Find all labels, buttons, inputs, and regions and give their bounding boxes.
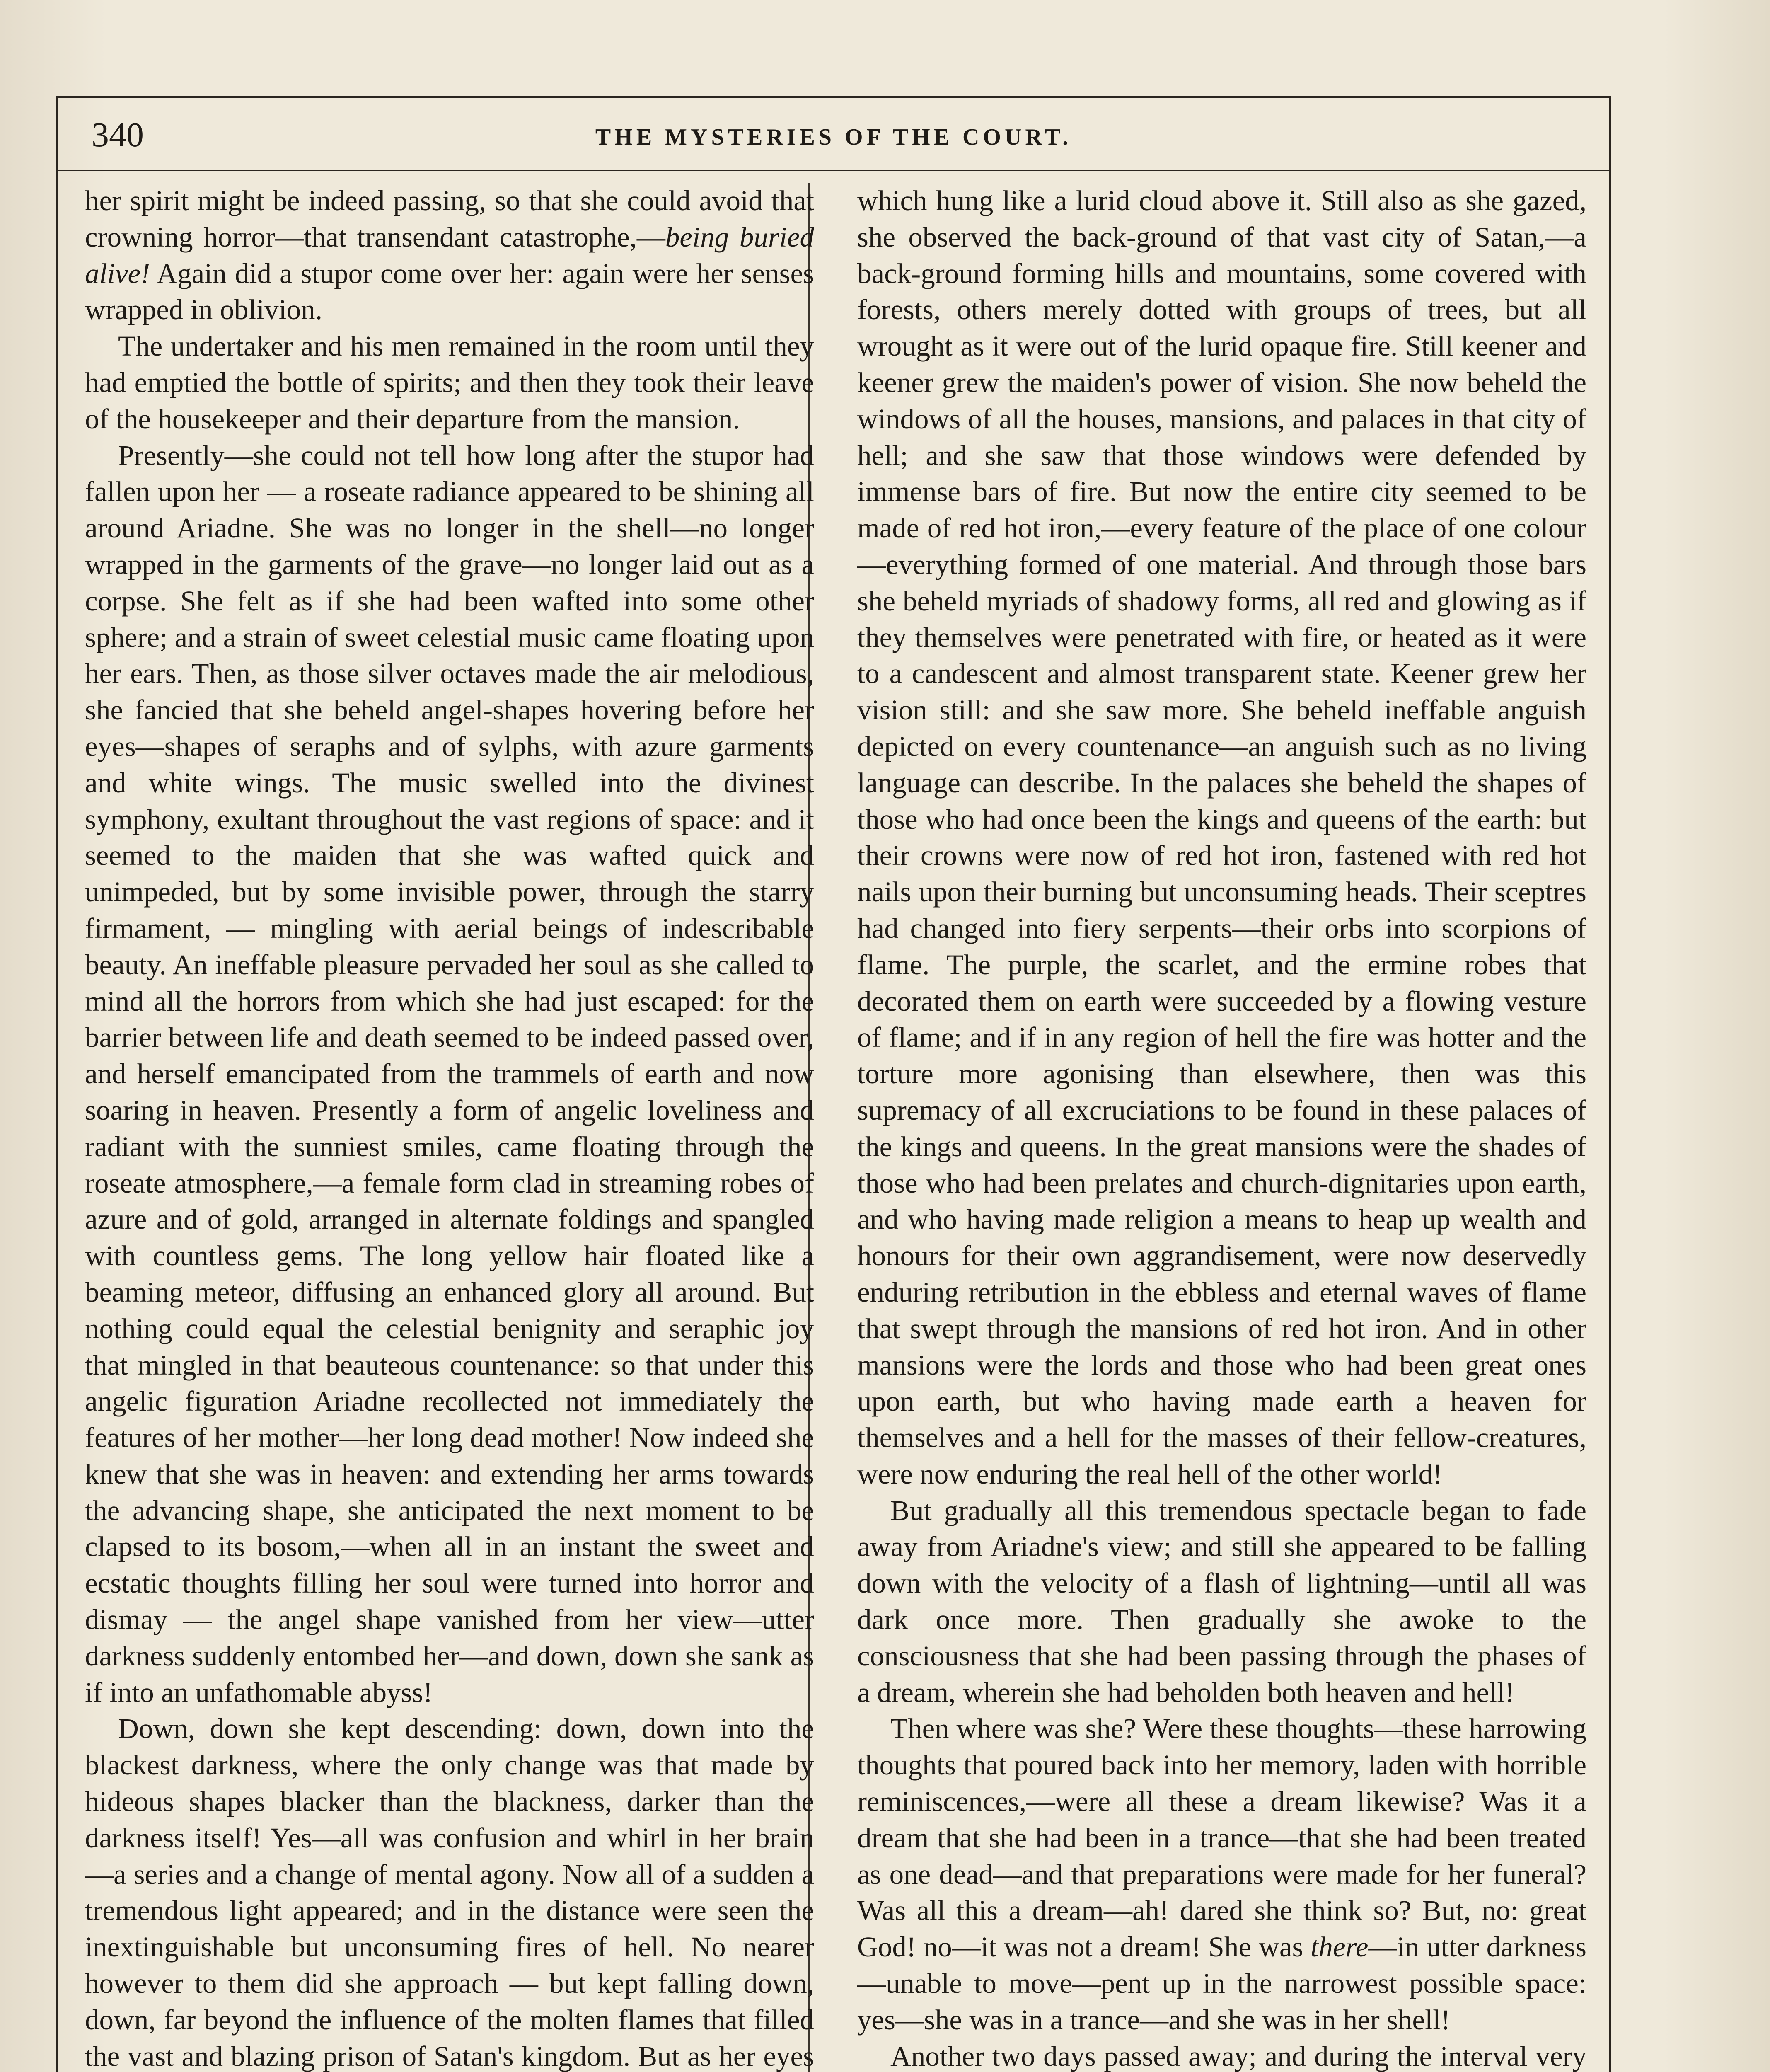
paragraph: Another two days passed away; and during the interval very [890, 2040, 1586, 2072]
paragraph: But gradually all this tremendous spectacle began to fade away from Ariadne's view; and still she appeared to be falling down with the velocity of a flash of lightning—until all was dark once more. Then gradually she awoke to the consciousness that she had been passing through the phases of a dream, wherein she had beholden both heaven and hell! [857, 1494, 1586, 1708]
text-columns [85, 183, 1586, 2072]
paragraph: which hung like a lurid cloud above it. Still also as she gazed, she observed the back-ground of that vast city of Satan,—a back-ground forming hills and mountains, some covered with forests, others merely dotted with groups of trees, but all wrought as it were out of the lurid opaque fire. Still keener and keener grew the maiden's power of vision. She now beheld the windows of all the houses, mansions, and palaces in that city of hell; and she saw that those windows were defended by immense bars of fire. But now the entire city seemed to be made of red hot iron,—every feature of the place of one colour—everything formed of one material. And through those bars she beheld myriads of shadowy forms, all red and glowing as if they themselves were penetrated with fire, or heated as it were to a candescent and almost transparent state. Keener grew her vision still: and she saw more. She beheld ineffable anguish depicted on every countenance—an anguish such as no living language can describe. In the palaces she beheld the shapes of those who had once been the kings and queens of the earth: but their crowns were now of red hot iron, fastened with red hot nails upon their burning but unconsuming heads. Their sceptres had changed into fiery serpents—their orbs into scorpions of flame. The purple, the scarlet, and the ermine robes that decorated them on earth were succeeded by a flowing vesture of flame; and if in any region of hell the fire was hotter and the torture more agonising than elsewhere, then was this supremacy of all excruciations to be found in these palaces of the kings and queens. In the great mansions were the shades of those who had been prelates and church-dignitaries upon earth, and who having made religion a means to heap up wealth and honours for their own aggrandisement, were now deservedly enduring retribution in the ebbless and eternal waves of flame that swept through the mansions of red hot iron. And in other mansions were the lords and those who had been great ones upon earth, but who having made earth a heaven for themselves and a hell for the masses of their fellow-creatures, were now enduring the real hell of the other world! [857, 185, 1586, 1490]
italic-text: there [1311, 1931, 1369, 1963]
paragraph: Presently—she could not tell how long after the stupor had fallen upon her — a roseate radiance appeared to be shining all around Ariadne. She was no longer in the shell—no longer wrapped in the garments of the grave—no longer laid out as a corpse. She felt as if she had been wafted into some other sphere; and a strain of sweet celestial music came floating upon her ears. Then, as those silver octaves made the air melodious, she fancied that she beheld angel-shapes hovering before her eyes—shapes of seraphs and of sylphs, with azure garments and white wings. The music swelled into the divinest symphony, exultant throughout the vast regions of space: and it seemed to the maiden that she was wafted quick and unimpeded, but by some invisible power, through the starry firmament, — mingling with aerial beings of indescribable beauty. An ineffable pleasure pervaded her soul as she called to mind all the horrors from which she had just escaped: for the barrier between life and death seemed to be indeed passed over, and herself emancipated from the trammels of earth and now soaring in heaven. Presently a form of angelic loveliness and radiant with the sunniest smiles, came floating through the roseate atmosphere,—a female form clad in streaming robes of azure and of gold, arranged in alternate foldings and spangled with countless gems. The long yellow hair floated like a beaming meteor, diffusing an enhanced glory all around. But nothing could equal the celestial benignity and seraphic joy that mingled in that beauteous countenance: so that under this angelic figuration Ariadne recollected not immediately the features of her mother—her long dead mother! Now indeed she knew that she was in heaven: and extending her arms towards the advancing shape, she anticipated the next moment to be clapsed to its bosom,—when all in an instant the sweet and ecstatic thoughts filling her soul were turned into horror and dismay — the angel shape vanished from her view—utter darkness suddenly entombed her—and down, down she sank as if into an unfathomable abyss! [85, 439, 814, 1708]
paragraph-text: Then where was she? Were these thoughts—these harrowing thoughts that poured back into her memory, laden with horrible reminiscences,—were all these a dream likewise? Was it a dream that she had been in a trance—that she had been treated as one dead—and that preparations were made for her funeral? Was all this a dream—ah! dared she think so? But, no: great God! no—it was not a dream! She was [857, 1713, 1586, 1963]
paragraph-text: Again did a stupor come over her: again were her senses wrapped in oblivion. [85, 257, 814, 326]
right-column [857, 183, 1586, 2072]
page-frame [56, 96, 1611, 2072]
paragraph: Down, down she kept descending: down, down into the blackest darkness, where the only change was that made by hideous shapes blacker than the blackness, darker than the darkness itself! Yes—all was confusion and whirl in her brain—a series and a change of mental agony. Now all of a sudden a tremendous light appeared; and in the distance were seen the inextinguishable but unconsuming fires of hell. No nearer however to them did she approach — but kept falling down, down, far beyond the influence of the molten flames that filled the vast and blazing prison of Satan's kingdom. But as her eyes [85, 1713, 814, 2072]
page-header [58, 98, 1609, 171]
paragraph [857, 1711, 1586, 2038]
paragraph-text: —in utter darkness—unable to move—pent up in the narrowest possible space: yes—she was in a trance—and she was in her shell! [857, 1931, 1586, 2036]
paragraph: The undertaker and his men remained in the room until they had emptied the bottle of spirits; and then they took their leave of the housekeeper and their departure from the mansion. [85, 330, 814, 435]
paragraph-text: her spirit might be indeed passing, so that she could avoid that crowning horror—that transendant catastrophe,— [85, 185, 814, 253]
running-title: THE MYSTERIES OF THE COURT. [595, 124, 1072, 150]
paragraph [85, 183, 814, 328]
page-number: 340 [92, 116, 144, 154]
italic-text: being buried alive! [85, 221, 814, 289]
left-column [85, 183, 814, 2072]
